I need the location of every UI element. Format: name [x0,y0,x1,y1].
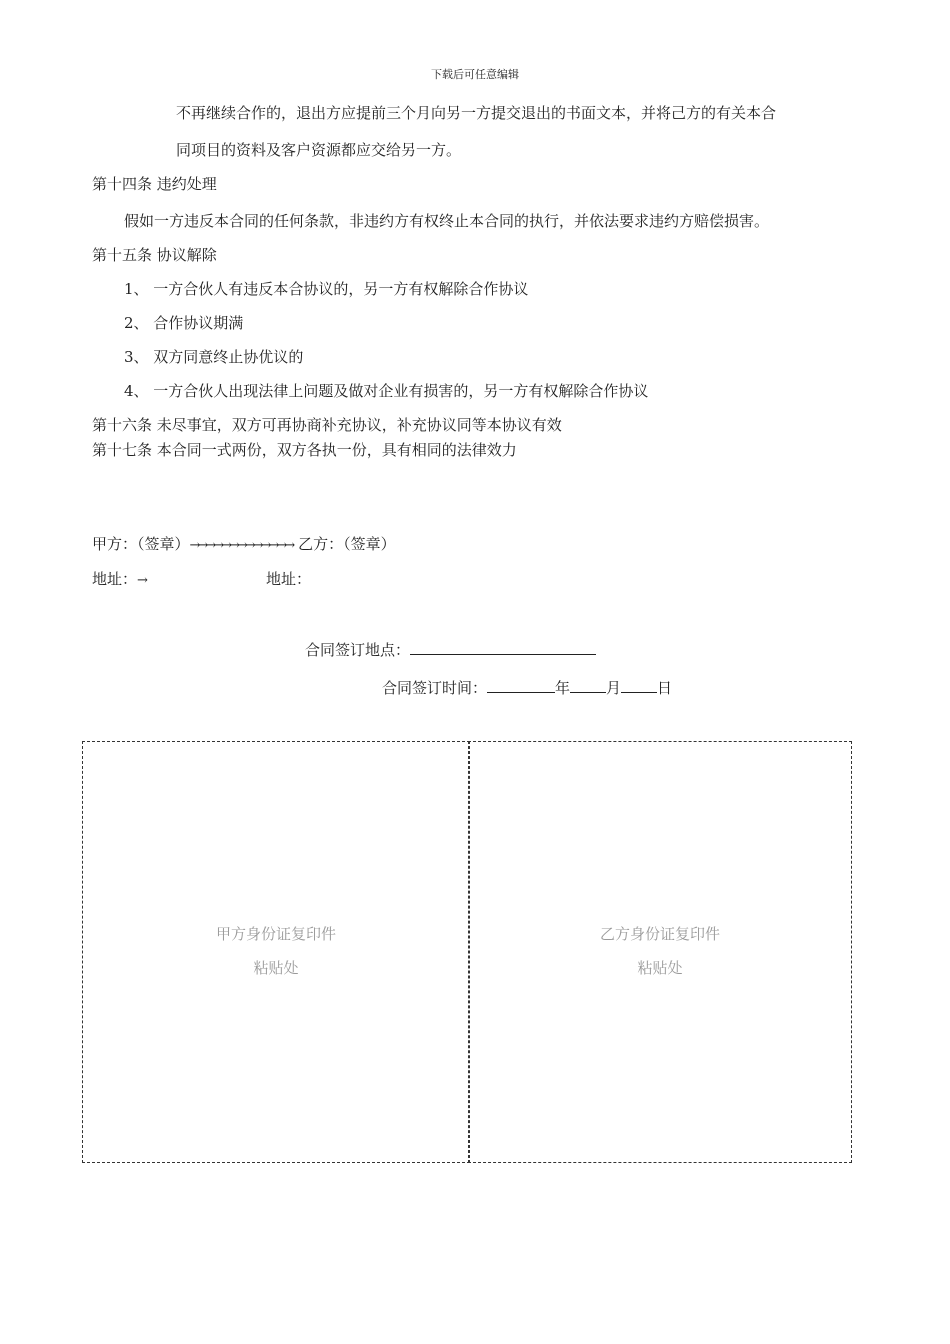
party-a-id-paste-box [82,741,470,1163]
signing-time-row [382,678,672,698]
year-label: 年 [555,679,571,697]
article-15-title: 第十五条 协议解除 [92,246,217,264]
paragraph-line: 不再继续合作的，退出方应提前三个月向另一方提交退出的书面文本，并将己方的有关本合 [176,104,777,122]
party-b-paste-label: 粘贴处 [637,959,683,977]
article-14-body: 假如一方违反本合同的任何条款，非违约方有权终止本合同的执行，并依法要求违约方赔偿损害。 [124,212,770,230]
list-item: 2、 合作协议期满 [124,314,244,332]
signing-place-blank[interactable] [410,640,596,655]
party-a-signature-label: 甲方：（签章） [92,535,190,553]
signing-place-label: 合同签订地点： [305,641,411,659]
page-header: 下载后可任意编辑 [431,68,519,81]
signature-row [92,534,396,556]
day-label: 日 [657,679,673,697]
list-item: 1、 一方合伙人有违反本合协议的，另一方有权解除合作协议 [124,280,529,298]
arrow-marks: →→→→→→→→→→→→→ [189,538,293,553]
address-a-label: 地址： [92,570,138,588]
article-14-title: 第十四条 违约处理 [92,175,217,193]
article-16: 第十六条 未尽事宜，双方可再协商补充协议，补充协议同等本协议有效 [92,416,562,434]
arrow-mark: → [137,573,145,588]
day-blank[interactable] [621,678,657,693]
party-b-id-label: 乙方身份证复印件 [599,925,720,943]
party-a-paste-label: 粘贴处 [253,959,299,977]
address-b-label: 地址： [266,570,312,588]
list-item: 4、 一方合伙人出现法律上问题及做对企业有损害的，另一方有权解除合作协议 [124,382,649,400]
signing-place-row [305,640,596,660]
article-17: 第十七条 本合同一式两份，双方各执一份，具有相同的法律效力 [92,441,517,459]
party-b-id-paste-box [468,741,852,1163]
month-blank[interactable] [570,678,606,693]
address-a-row [92,569,145,591]
month-label: 月 [606,679,622,697]
party-b-signature-label: 乙方：（签章） [298,535,396,553]
year-blank[interactable] [487,678,555,693]
list-item: 3、 双方同意终止协优议的 [124,348,304,366]
paragraph-line: 同项目的资料及客户资源都应交给另一方。 [176,141,462,159]
signing-time-label: 合同签订时间： [382,679,488,697]
party-a-id-label: 甲方身份证复印件 [215,925,336,943]
